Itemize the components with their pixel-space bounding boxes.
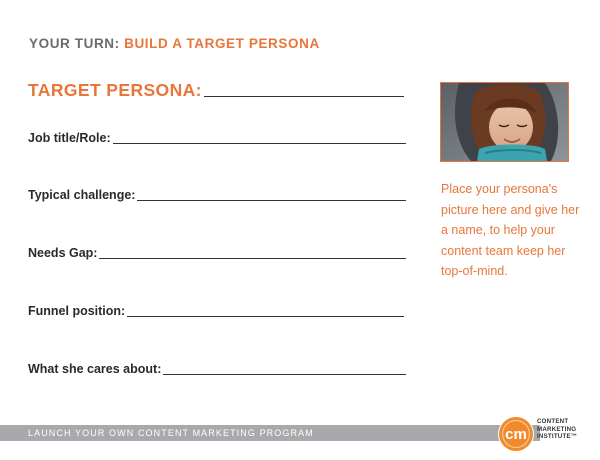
field-label: Job title/Role: <box>28 131 111 145</box>
persona-photo-image <box>441 83 568 161</box>
field-what-she-cares-about <box>28 362 406 377</box>
target-persona-blank <box>204 96 404 97</box>
logo-trademark: ™ <box>570 433 578 440</box>
logo-mark: cm <box>505 426 527 443</box>
field-label: Typical challenge: <box>28 188 136 202</box>
photo-instruction: Place your persona's picture here and give her a name, to help your content team keep her top-of-mind. <box>441 182 580 278</box>
target-persona-row <box>28 80 404 100</box>
field-blank <box>113 143 406 144</box>
field-job-title <box>28 131 406 146</box>
cmi-logo-icon <box>497 415 535 458</box>
heading-prefix: YOUR TURN: <box>29 36 120 51</box>
field-needs-gap <box>28 246 406 261</box>
heading-title: BUILD A TARGET PERSONA <box>124 36 320 51</box>
page-heading <box>29 36 320 51</box>
field-label: Funnel position: <box>28 304 126 318</box>
footer-bar <box>0 425 540 441</box>
target-persona-label: TARGET PERSONA: <box>28 80 202 100</box>
logo-wordmark <box>537 418 577 441</box>
persona-photo <box>440 82 569 162</box>
field-blank <box>99 258 406 259</box>
field-typical-challenge <box>28 188 406 203</box>
field-label: Needs Gap: <box>28 246 98 260</box>
field-funnel-position <box>28 304 404 319</box>
field-blank <box>137 200 406 201</box>
field-blank <box>163 374 406 375</box>
logo-line-2: MARKETING <box>537 425 577 433</box>
footer-text: LAUNCH YOUR OWN CONTENT MARKETING PROGRAM <box>28 428 314 438</box>
field-blank <box>127 316 404 317</box>
logo-line-1: CONTENT <box>537 418 569 425</box>
field-label: What she cares about: <box>28 362 162 376</box>
logo-line-3-row <box>537 433 577 441</box>
logo-line-3: INSTITUTE <box>537 433 571 440</box>
